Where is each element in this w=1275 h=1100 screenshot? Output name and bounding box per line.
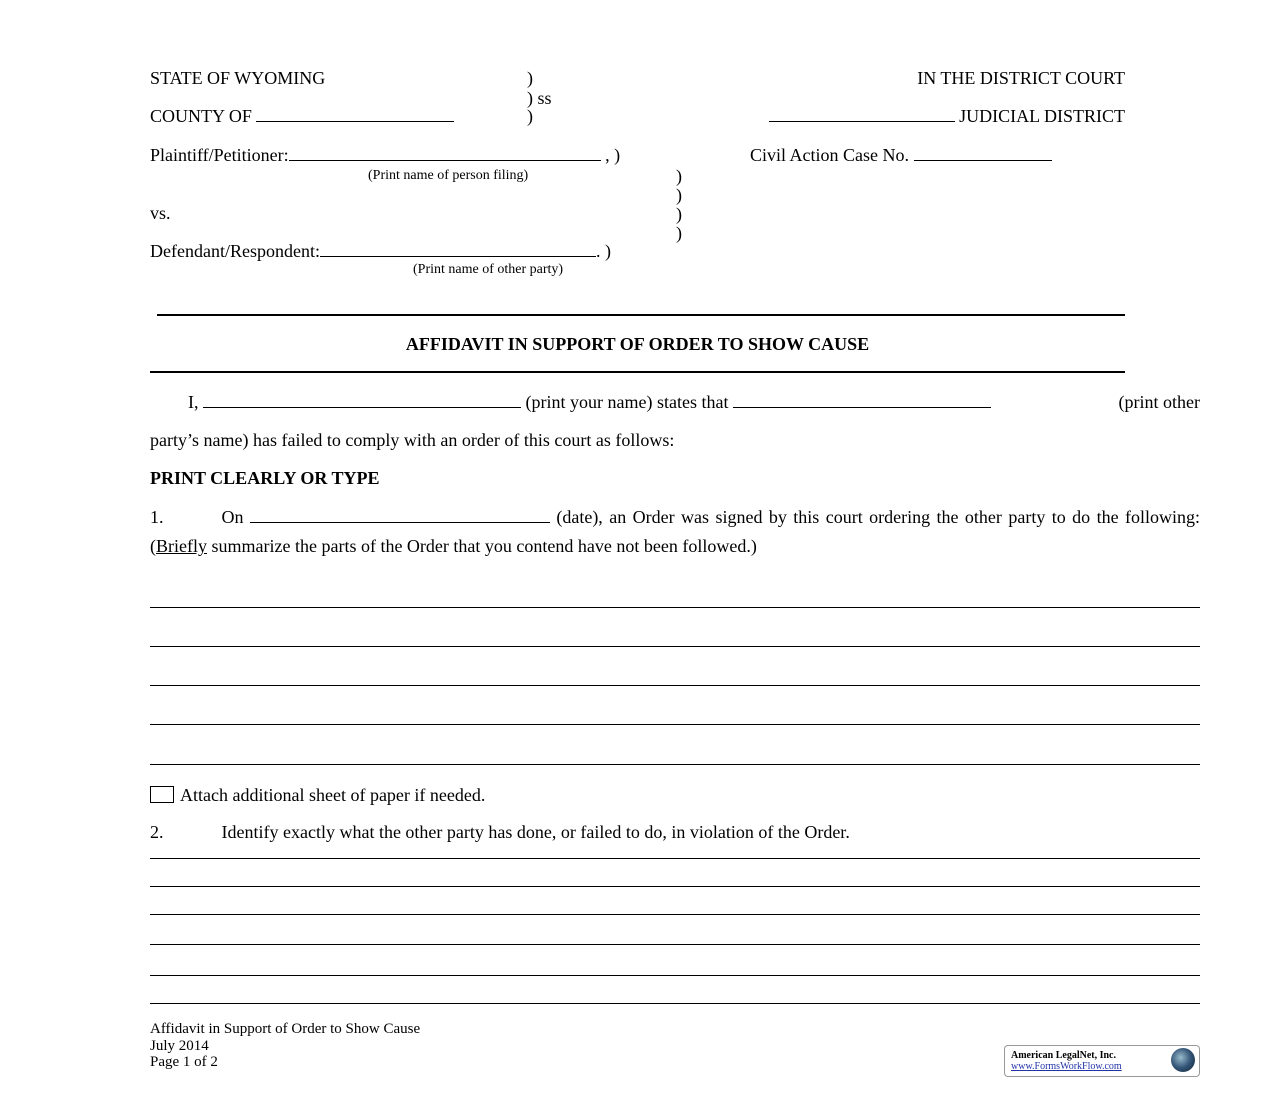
plaintiff-hint: (Print name of person filing) bbox=[368, 168, 529, 183]
state-label: STATE OF WYOMING bbox=[150, 68, 326, 88]
answer-line[interactable] bbox=[150, 914, 1200, 915]
answer-line[interactable] bbox=[150, 944, 1200, 945]
answer-line[interactable] bbox=[150, 975, 1200, 976]
answer-line[interactable] bbox=[150, 858, 1200, 859]
vs-label: vs. bbox=[150, 203, 171, 223]
globe-icon bbox=[1171, 1048, 1195, 1072]
divider bbox=[150, 371, 1125, 373]
print-other-label: (print other bbox=[1118, 392, 1200, 412]
publisher-logo bbox=[1004, 1045, 1200, 1077]
order-date-field[interactable] bbox=[250, 508, 550, 523]
attach-row: Attach additional sheet of paper if needed. bbox=[150, 785, 485, 806]
case-no-label: Civil Action Case No. bbox=[750, 145, 1052, 166]
paren: ) bbox=[527, 68, 533, 88]
your-name-field[interactable] bbox=[203, 393, 521, 408]
other-party-field[interactable] bbox=[733, 393, 991, 408]
county-field[interactable] bbox=[256, 107, 454, 122]
instruction: PRINT CLEARLY OR TYPE bbox=[150, 468, 380, 488]
footer-page: Page 1 of 2 bbox=[150, 1054, 218, 1070]
defendant-field[interactable] bbox=[320, 242, 596, 257]
item-1: 1. On (date), an Order was signed by this court ordering the other party to do the following: (Briefly summarize the parts of the Order that you contend have not been followed.) bbox=[150, 507, 1200, 556]
logo-name: American LegalNet, Inc. bbox=[1011, 1050, 1116, 1061]
paren: ) bbox=[676, 204, 682, 224]
district-field[interactable] bbox=[769, 107, 955, 122]
intro-line-1: I, (print your name) states that bbox=[188, 392, 991, 413]
defendant-label: Defendant/Respondent: . ) bbox=[150, 241, 611, 261]
footer-date: July 2014 bbox=[150, 1038, 209, 1054]
logo-url[interactable]: www.FormsWorkFlow.com bbox=[1011, 1061, 1122, 1072]
answer-line[interactable] bbox=[150, 764, 1200, 765]
answer-line[interactable] bbox=[150, 646, 1200, 647]
case-no-field[interactable] bbox=[914, 146, 1052, 161]
paren: ) bbox=[676, 223, 682, 243]
attach-checkbox[interactable] bbox=[150, 786, 174, 803]
intro-line-2: party’s name) has failed to comply with an order of this court as follows: bbox=[150, 430, 675, 450]
ss-label: ) ss bbox=[527, 88, 552, 108]
defendant-hint: (Print name of other party) bbox=[413, 262, 564, 277]
item-2: 2. Identify exactly what the other party has done, or failed to do, in violation of the Order. bbox=[150, 822, 850, 842]
form-title: AFFIDAVIT IN SUPPORT OF ORDER TO SHOW CAUSE bbox=[405, 334, 870, 354]
answer-line[interactable] bbox=[150, 1003, 1200, 1004]
plaintiff-field[interactable] bbox=[289, 146, 601, 161]
divider bbox=[157, 314, 1125, 316]
paren: ) bbox=[676, 185, 682, 205]
answer-line[interactable] bbox=[150, 685, 1200, 686]
paren: ) bbox=[676, 166, 682, 186]
paren: ) bbox=[527, 106, 533, 126]
answer-line[interactable] bbox=[150, 886, 1200, 887]
answer-line[interactable] bbox=[150, 724, 1200, 725]
county-label: COUNTY OF bbox=[150, 106, 454, 127]
footer-title: Affidavit in Support of Order to Show Cause bbox=[150, 1021, 421, 1037]
court-label: IN THE DISTRICT COURT bbox=[917, 68, 1125, 88]
answer-line[interactable] bbox=[150, 607, 1200, 608]
plaintiff-label: Plaintiff/Petitioner: , ) bbox=[150, 145, 621, 165]
district-label: JUDICIAL DISTRICT bbox=[769, 106, 1125, 127]
